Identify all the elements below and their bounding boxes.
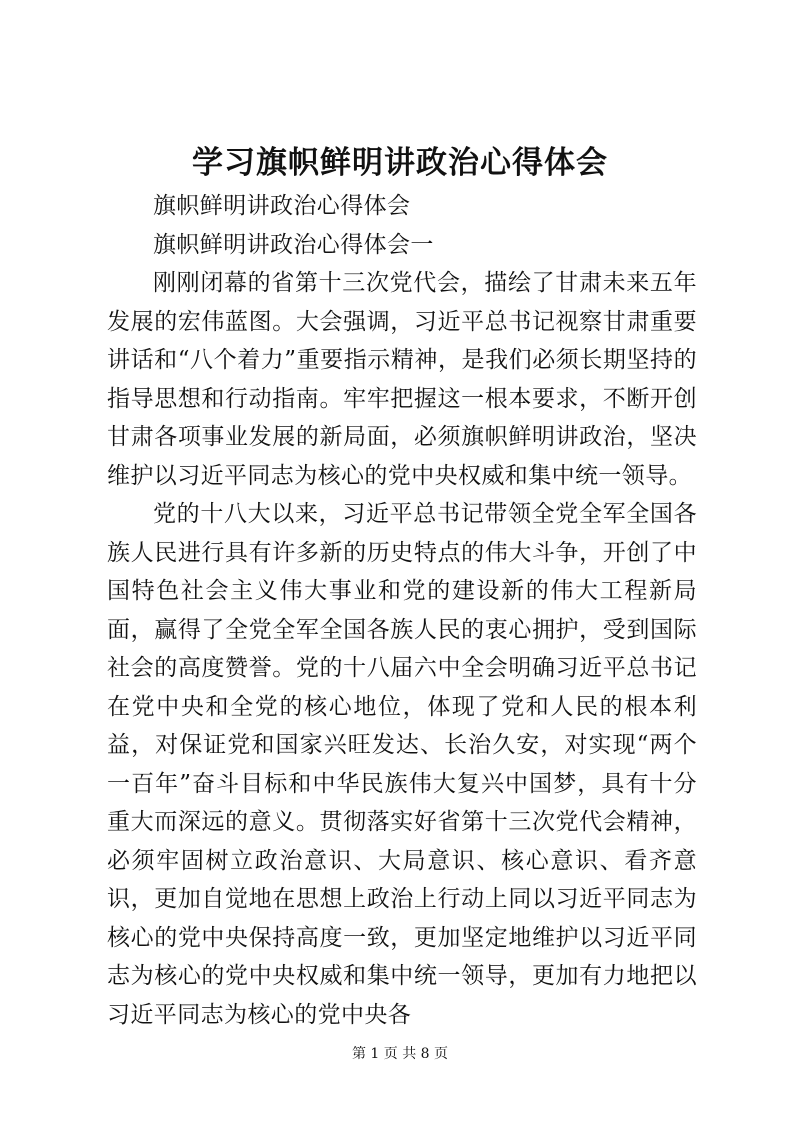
- document-body: [107, 187, 697, 1034]
- paragraph-subtitle: 旗帜鲜明讲政治心得体会: [153, 193, 411, 219]
- document-title: 学习旗帜鲜明讲政治心得体会: [192, 145, 608, 181]
- page-number-footer: 第 1 页 共 8 页: [351, 1046, 449, 1062]
- paragraph: 党的十八大以来，习近平总书记带领全党全军全国各族人民进行具有许多新的历史特点的伟大斗争，开创了中国特色社会主义伟大事业和党的建设新的伟大工程新局面，赢得了全党全军全国各族人民的衷心拥护，受到国际社会的高度赞誉。党的十八届六中全会明确习近平总书记在党中央和全党的核心地位，体现了党和人民的根本利益，对保证党和国家兴旺发达、长治久安，对实现“两个一百年”奋斗目标和中华民族伟大复兴中国梦，具有十分重大而深远的意义。贯彻落实好省第十三次党代会精神，必须牢固树立政治意识、大局意识、核心意识、看齐意识，更加自觉地在思想上政治上行动上同以习近平同志为核心的党中央保持高度一致，更加坚定地维护以习近平同志为核心的党中央权威和集中统一领导，更加有力地把以习近平同志为核心的党中央各: [107, 501, 697, 1028]
- paragraph-section-heading: 旗帜鲜明讲政治心得体会一: [153, 231, 434, 258]
- paragraph: 刚刚闭幕的省第十三次党代会，描绘了甘肃未来五年发展的宏伟蓝图。大会强调，习近平总书记视察甘肃重要讲话和“八个着力”重要指示精神，是我们必须长期坚持的指导思想和行动指南。牢牢把握这一根本要求，不断开创甘肃各项事业发展的新局面，必须旗帜鲜明讲政治，坚决维护以习近平同志为核心的党中央权威和集中统一领导。: [107, 270, 697, 489]
